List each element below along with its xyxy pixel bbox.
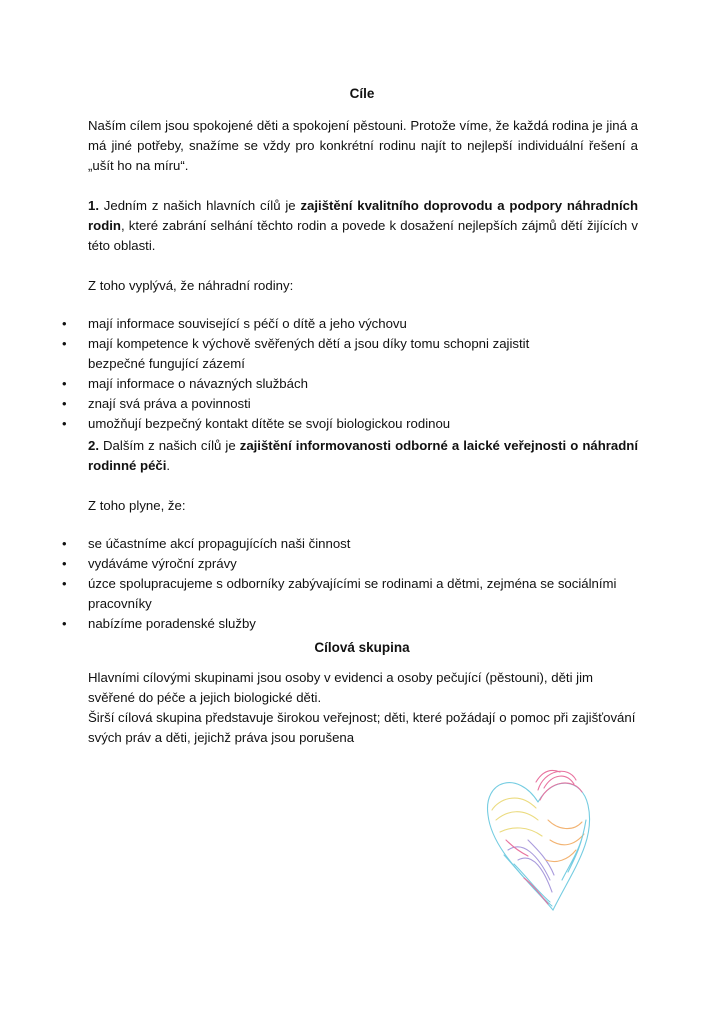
- goal-1-text-before: Jedním z našich hlavních cílů je: [99, 198, 301, 213]
- list-item: • úzce spolupracujeme s odborníky zabývajícími se rodinami a dětmi, zejména se sociálními pracovníky: [0, 574, 640, 614]
- list-item: • vydáváme výroční zprávy: [0, 554, 640, 574]
- list-item: • umožňují bezpečný kontakt dítěte se svojí biologickou rodinou: [0, 414, 640, 434]
- goal-2-bullet-list: [0, 534, 640, 634]
- goal-1-bullet-list: [0, 314, 640, 434]
- goal-1-highlight: zajištění kvalitního doprovodu a podpory náhradních rodin: [88, 198, 639, 233]
- list-item: • mají informace o návazných službách: [0, 374, 640, 394]
- crayon-heart-drawing-icon: [478, 760, 608, 920]
- goals-heading: Cíle: [349, 86, 375, 101]
- goal-2-lead: Z toho plyne, že:: [88, 498, 186, 513]
- goal-2-number: 2.: [88, 438, 99, 453]
- heart-stroke-blue-fill: [504, 820, 586, 906]
- list-item: • nabízíme poradenské služby: [0, 614, 640, 634]
- list-item: • znají svá práva a povinnosti: [0, 394, 640, 414]
- goal-1-paragraph: [88, 196, 638, 256]
- goals-intro: Naším cílem jsou spokojené děti a spokojení pěstouni. Protože víme, že každá rodina je jiná a má jiné potřeby, snažíme se vždy pro konkrétní rodinu najít to nejlepší individuální řešení a „ušít ho na míru“.: [88, 118, 638, 173]
- list-item: • se účastníme akcí propagujících naši činnost: [0, 534, 640, 554]
- goal-1-lead: Z toho vyplývá, že náhradní rodiny:: [88, 278, 294, 293]
- heart-stroke-orange: [546, 820, 584, 862]
- goal-2-highlight: zajištění informovanosti odborné a laické veřejnosti o náhradní rodinné péči: [88, 438, 639, 473]
- goal-1-text-after: , které zabrání selhání těchto rodin a povede k dosažení nejlepších zájmů dětí žijících v této oblasti.: [88, 218, 638, 253]
- list-item: • mají kompetence k výchově svěřených dětí a jsou díky tomu schopni zajistit bezpečné fungující zázemí: [0, 334, 640, 374]
- goal-2-text-after: .: [166, 458, 171, 473]
- target-group-text-1: Hlavními cílovými skupinami jsou osoby v evidenci a osoby pečující (pěstouni), děti jim svěřené do péče a jejich biologické děti.: [88, 670, 594, 705]
- target-group-heading: Cílová skupina: [314, 640, 410, 655]
- list-item: • mají informace související s péčí o dítě a jeho výchovu: [0, 314, 640, 334]
- goal-2-paragraph: [88, 436, 638, 476]
- heart-stroke-yellow: [492, 798, 542, 836]
- goal-2-text-before: Dalším z našich cílů je: [99, 438, 240, 453]
- target-group-text-2: Širší cílová skupina představuje širokou veřejnost; děti, které požádají o pomoc při zajišťování svých práv a děti, jejichž práva jsou porušena: [88, 710, 636, 745]
- goal-1-number: 1.: [88, 198, 99, 213]
- heart-stroke-pink: [536, 770, 582, 800]
